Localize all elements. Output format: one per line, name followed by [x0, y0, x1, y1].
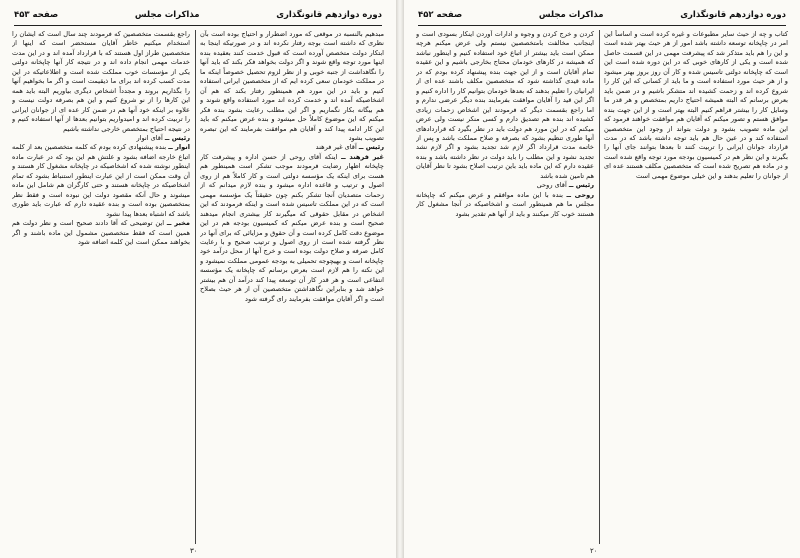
header-title: مذاکرات مجلس: [538, 10, 604, 20]
paragraph: رئیس ــ آقای غیر فرهند: [315, 143, 384, 152]
book-gutter: [396, 0, 404, 558]
left-page-header: [14, 8, 382, 22]
folio-number: ۳۰: [190, 547, 198, 555]
header-page-number: صفحه ۴۵۲: [418, 10, 463, 20]
paragraph: راجع بقسمت متخصصین که فرمودند چند سال است که ایشان را استخدام میکنیم خاطر آقایان مستحضر است که اینها از متخصصین طراز اول هستند که با قرارداد آمده اند و در این مدت خدمات مهمی انجام داده اند و در نتیجه کار آنها چاپخانه دولتی یکی از مؤسسات خوب مملکت شده است و اطلاعاتیکه در این مدت کسب کرده اند برای ما ذیقیمت است و اگر ما بخواهیم آنها را بگذاریم بروند و مجدداً اشخاص دیگری بیاوریم البته باید همه این کارها را از نو شروع کنیم و این هم بصرفه دولت نیست و علاوه بر اینکه خود آنها هم در ضمن کار عده ای از جوانان ایرانی را تربیت کرده اند و امیدواریم بتوانیم بعدها از آنها استفاده کنیم و در نتیجه احتیاج بمتخصص خارجی نداشته باشیم: [12, 30, 190, 133]
paragraph: مبدهیم بالنسبه در موقعی که مورد اضطرار و احتیاج بوده است بآن نظری که داشته است بوجه رفتار نکرده اند و در صورتیکه اینجا به ابتکار دولت متخصص آورده است که قبول خدمت کنند بعقیده بنده اینها مورد توجه واقع شوند و اگر دولت بخواهد فکر بکند که باید آنها را نگاهداشت از جنبه خوبی و از نظر لزوم تحصیل خصوصاً اینکه ما در مملکت خودمان سعی کرده ایم که از متخصصین ایرانی استفاده کنیم و باید در این مورد هم همینطور رفتار بکند که هم آن اشخاصیکه آمده اند و خدمت کرده اند مورد استفاده واقع شوند و هم بیگانه بکار نگماریم و اگر این مطلب رعایت بشود بنده فکر میکنم که این موضوع کاملاً حل میشود و بنده عرض میکنم که باید این کار ادامه پیدا کند و آقایان هم موافقت بفرمایند که این تبصره تصویب بشود: [200, 30, 384, 142]
right-page-right-column: [604, 30, 788, 544]
left-page-right-column: [200, 30, 384, 544]
column-divider: [599, 30, 600, 544]
header-period: دوره دوازدهم قانونگذاری: [276, 10, 382, 20]
right-page: [404, 0, 800, 558]
paragraph: انوار ــ بنده پیشنهادی کرده بودم که کلمه متخصصین بعد از کلمه اتباع خارجه اضافه بشود و علتش هم این بود که در عبارت ماده اینطور نوشته شده که اشخاصیکه در چاپخانه مشغول کار هستند و آن وقت ممکن است از این عبارت اینطور استنباط بشود که تمام اشخاصیکه در چاپخانه هستند و حتی کارگران هم شامل این ماده میشوند و حال آنکه مقصود دولت این نبوده است و فقط نظر بمتخصصین بوده است و بنده عقیده دارم که عبارت باید طوری باشد که اشتباه بعدها پیدا نشود: [12, 143, 190, 218]
paragraph: کتاب و چه از حیث سایر مطبوعات و غیره کرده است و اساساً این امر در چاپخانه توسعه داشته باشد امور از هر حیث بهتر شده است و این را هم باید متذکر شد که پیشرفت مهمی در این قسمت حاصل شده است و یکی از کارهای خوبی که در این دوره شده است این است که چاپخانه دولتی تاسیس شده و کار آن روز بروز بهتر میشود و از هر حیث مورد استفاده است و ما باید از کسانی که این کار را شروع کرده اند و زحمت کشیده اند متشکر باشیم و در ضمن باید بعرض برسانم که البته همیشه احتیاج داریم بمتخصص و هر قدر ما وسایل کار را بیشتر فراهم کنیم البته بهتر است و از این جهت بنده موافق هستم و تصور میکنم که آقایان هم موافقت خواهند فرمود که این ماده تصویب بشود و دولت بتواند از وجود این متخصصین استفاده کند و در عین حال هم باید توجه داشته باشد که در مدت قرارداد جوانان ایرانی را تربیت کنند تا بعدها بتوانند جای آنها را بگیرند و این نظر هم در کمیسیون بودجه مورد توجه واقع شده است و در ماده هم تصریح شده است که متخصصین مکلف هستند عده ای از جوانان را تعلیم بدهند و این خیلی موضوع مهمی است: [604, 30, 788, 180]
paragraph: روحی ــ بنده با این ماده موافقم و عرض میکنم که چاپخانه مجلس ما هم همینطور است و اشخاصیکه در آنجا مشغول کار هستند خوب کار میکنند و باید از آنها هم تقدیر بشود: [416, 190, 594, 218]
header-rule: [14, 25, 382, 26]
paragraph: کردن و خرج کردن و وجوه و ادارات آوردن اینکار بسودی است و اینجانب مخالفت بامتخصصین نیستم ولی عرض میکنم هرچه ممکن است باید بیشتر از اتباع خود استفاده کنیم و اینطور نباشد که همیشه در کارهای خودمان محتاج بخارجی باشیم و این عقیده تمام آقایان است و از این جهت بنده پیشنهاد کرده بودم که در ماده قیدی گذاشته شود که متخصصین مکلف باشند عده ای از ایرانیان را تعلیم بدهند که بعدها خودمان بتوانیم کار را اداره کنیم و اگر این قید را آقایان موافقت بفرمایند بنده دیگر عرضی ندارم و اما راجع بقسمت دیگر که فرمودند این اشخاص زحمات زیادی کشیده اند بنده هم تصدیق دارم و کسی منکر نیست ولی عرض میکنم که در این مورد هم دولت باید در نظر بگیرد که قراردادهای آنها طوری تنظیم بشود که بصرفه و صلاح مملکت باشد و پس از خاتمه مدت قرارداد اگر لازم شد تجدید بشود و اگر لازم نشد تجدید نشود و این مطلب را باید دولت در نظر داشته باشد و بنده عقیده دارم که این ماده باید باین ترتیب اصلاح بشود تا نظر آقایان هم تامین شده باشد: [416, 30, 594, 180]
paragraph: مخبر ــ این توضیحی که آقا دادند صحیح است و نظر دولت هم همین است که فقط متخصصین مشمول این ماده باشند و اگر بخواهند ممکن است این کلمه اضافه شود: [12, 219, 190, 246]
header-period: دوره دوازدهم قانونگذاری: [680, 10, 786, 20]
header-title: مذاکرات مجلس: [134, 10, 200, 20]
folio-number: ۲۰: [590, 547, 598, 555]
left-page: [0, 0, 396, 558]
column-divider: [195, 30, 196, 544]
paragraph: رئیس ــ آقای روحی: [536, 181, 594, 190]
right-page-header: [418, 8, 786, 22]
right-page-left-column: [416, 30, 594, 544]
paragraph: غیر فرهند ــ اینکه آقای روحی از حسن اداره و پیشرفت کار چاپخانه اظهار رضایت فرمودند موجب تشکر است همینطور هم هست برای اینکه یک مؤسسه دولتی است و کار کاملاً هم از روی اصول و ترتیب و قاعده اداره میشود و بنده لازم میدانم که از زحمات متصدیان آنجا تشکر بکنم چون حقیقتاً یک مؤسسه مهمی است که در این مملکت تاسیس شده است و اینکه فرمودند که این اشخاص در مقابل حقوقی که میگیرند کار بیشتری انجام میدهند صحیح است و بنده عرض میکنم که کمیسیون بودجه هم در این موضوع دقت کامل کرده است و آن حقوق و مزایائی که برای آنها در نظر گرفته شده است از روی اصول و ترتیب صحیح و با رعایت کامل صرفه و صلاح دولت بوده است و خرج آنها از محل درآمد خود چاپخانه است و بهیچوجه تحمیلی به بودجه عمومی مملکت نمیشود و این نکته را هم لازم است بعرض برسانم که چاپخانه یک مؤسسه انتفاعی است و هر قدر کار آن توسعه پیدا کند درآمد آن هم بیشتر خواهد شد و بنابراین نگاهداشتن متخصصین آن از هر حیث بصلاح است و اگر آقایان موافقت بفرمایند رای گرفته شود: [200, 152, 384, 303]
header-rule: [418, 25, 786, 26]
left-page-left-column: [12, 30, 190, 544]
header-page-number: صفحه ۴۵۳: [14, 10, 59, 20]
paragraph: رئیس ــ آقای انوار: [136, 133, 190, 142]
